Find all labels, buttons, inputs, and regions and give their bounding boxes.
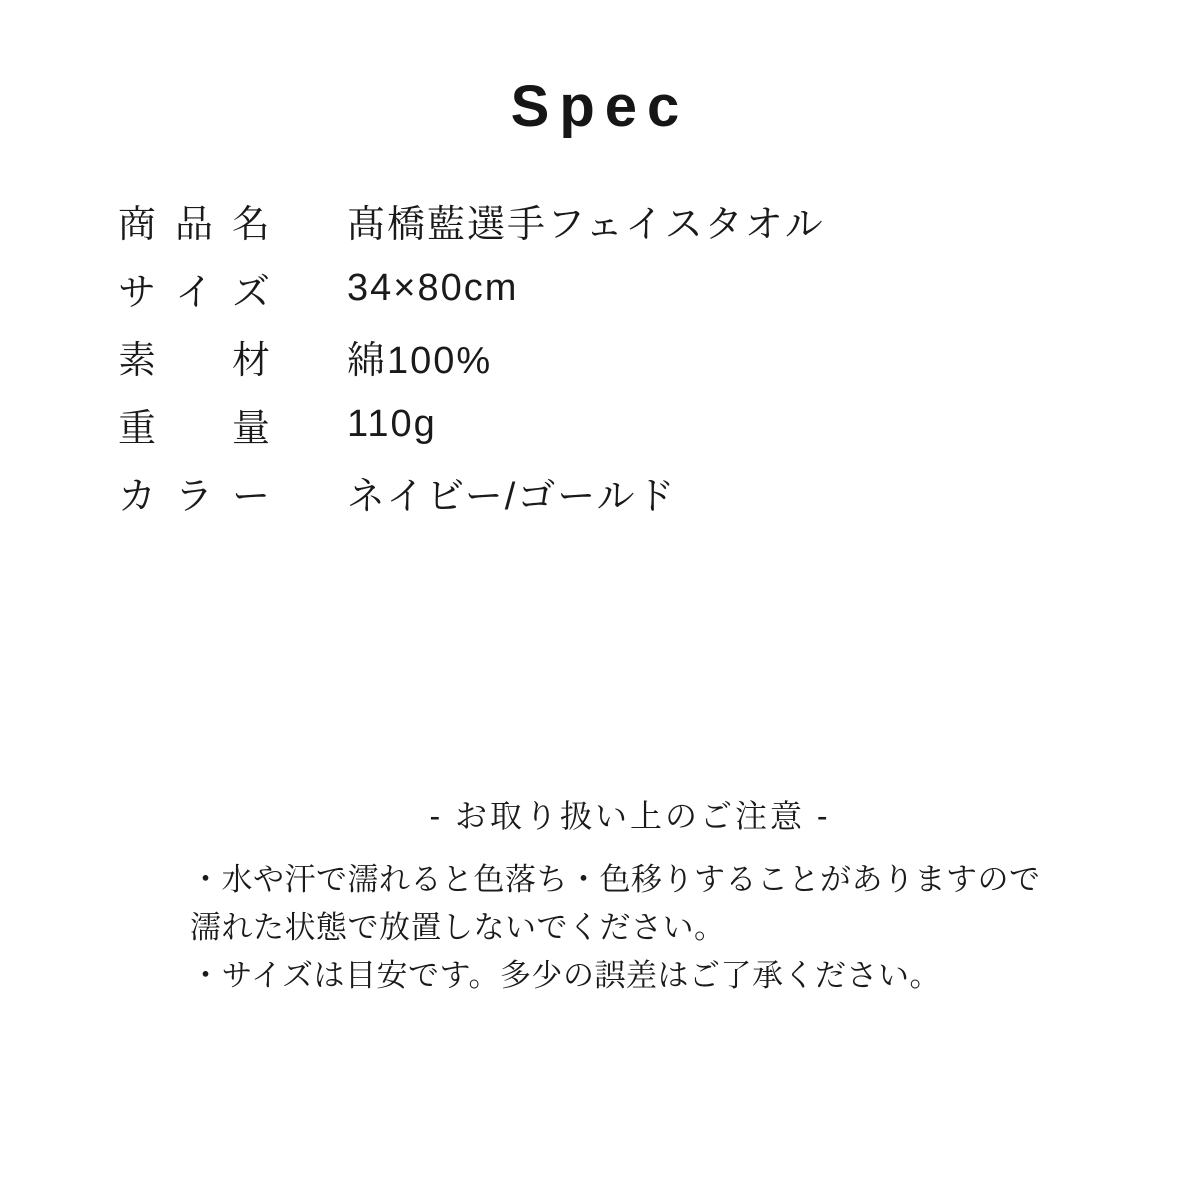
spec-label-char: イ [174,271,213,314]
spec-value: 綿100% [347,339,493,382]
care-notice-body [190,856,1070,1000]
spec-label-char: 量 [231,407,270,450]
spec-row [118,254,825,322]
spec-label-char: ズ [231,271,270,314]
spec-label-char: サ [118,271,157,314]
spec-value: 髙橋藍選手フェイスタオル [347,203,825,246]
spec-value: 110g [347,402,437,445]
spec-row [118,390,825,458]
care-notice-section [190,796,1070,1000]
spec-row [118,186,825,254]
spec-label [118,465,270,520]
care-notice-line: ・水や汗で濡れると色落ち・色移りすることがありますので [190,862,1041,897]
care-notice-line: ・サイズは目安です。多少の誤差はご了承ください。 [190,958,942,993]
spec-row [118,322,825,390]
spec-label-char: 名 [231,203,270,246]
spec-label-char: 重 [118,407,157,450]
spec-label-char: 素 [118,339,157,382]
spec-value: ネイビー/ゴールド [347,475,677,518]
spec-label-char: 品 [174,203,213,246]
spec-label-char: ー [231,475,270,518]
spec-label-char: ラ [174,475,213,518]
spec-label-char: カ [118,475,157,518]
spec-table [118,186,825,526]
spec-label-char: 商 [118,203,157,246]
page-title: Spec [510,74,690,139]
spec-row [118,458,825,526]
care-notice-line: 濡れた状態で放置しないでください。 [190,910,726,945]
spec-label-char: 材 [231,339,270,382]
spec-value: 34×80cm [347,266,519,309]
spec-label [118,193,270,248]
spec-label [118,397,270,452]
spec-label [118,261,270,316]
spec-label [118,329,270,384]
care-notice-heading: - お取り扱い上のご注意 - [429,798,831,834]
